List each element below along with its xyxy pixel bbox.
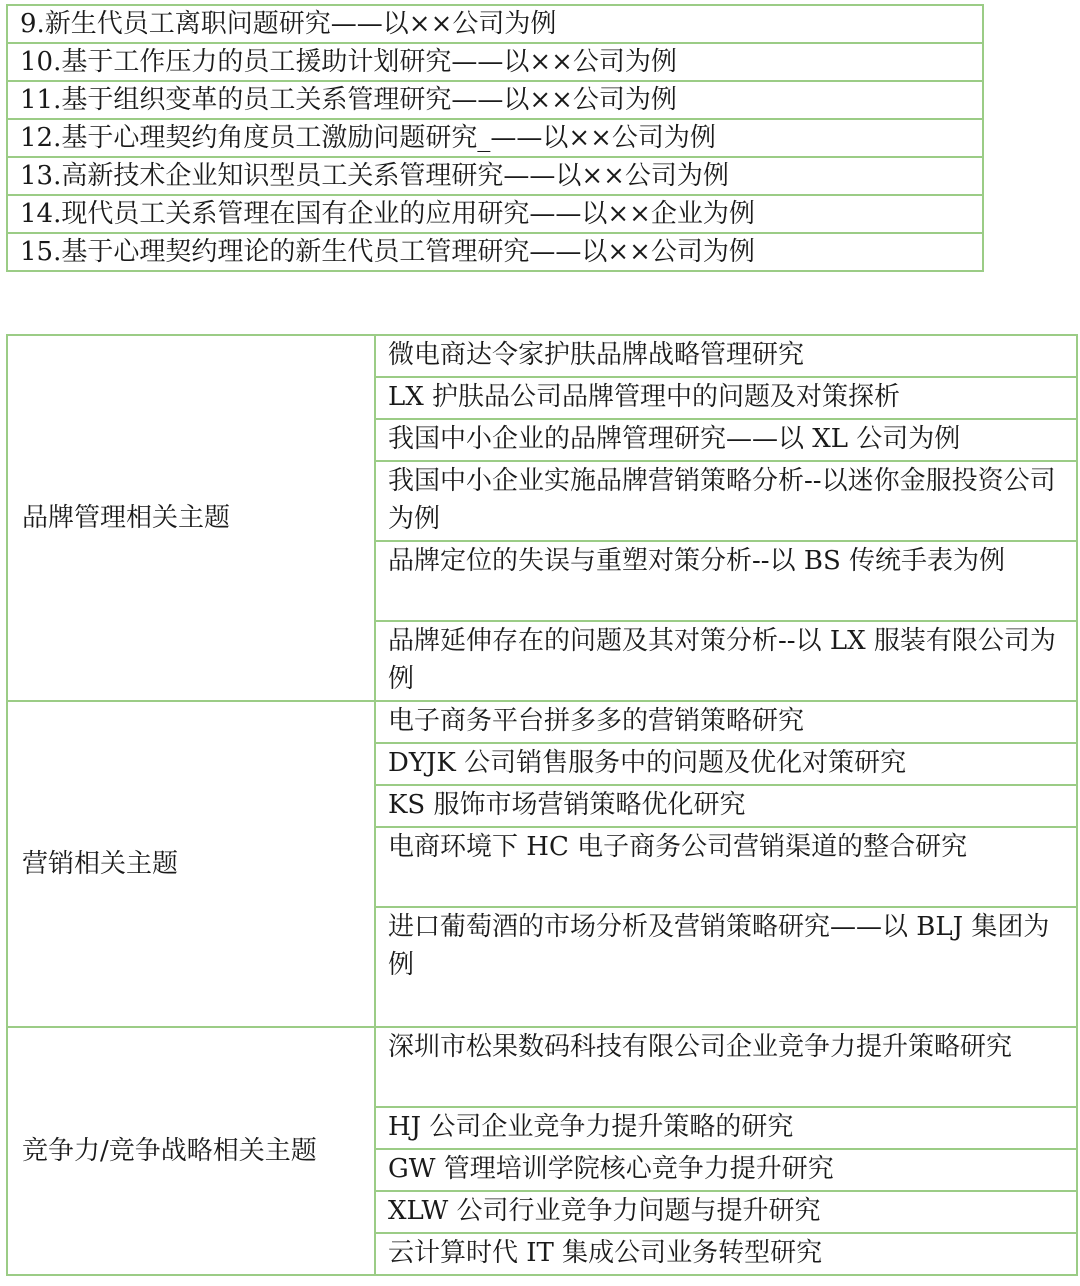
topic-cell: 品牌定位的失误与重塑对策分析--以 BS 传统手表为例 bbox=[375, 541, 1077, 621]
table-row bbox=[7, 195, 983, 233]
table-row bbox=[7, 233, 983, 271]
topic-cell: KS 服饰市场营销策略优化研究 bbox=[375, 785, 1077, 827]
list-item: 13.高新技术企业知识型员工关系管理研究——以××公司为例 bbox=[7, 157, 983, 195]
topic-cell: HJ 公司企业竞争力提升策略的研究 bbox=[375, 1107, 1077, 1149]
category-cell-brand: 品牌管理相关主题 bbox=[7, 335, 375, 701]
topic-cell: XLW 公司行业竞争力问题与提升研究 bbox=[375, 1191, 1077, 1233]
table-row bbox=[7, 335, 1077, 377]
table-row bbox=[7, 43, 983, 81]
topic-cell: 微电商达令家护肤品牌战略管理研究 bbox=[375, 335, 1077, 377]
table-row bbox=[7, 81, 983, 119]
table-row bbox=[7, 1027, 1077, 1107]
table-row bbox=[7, 701, 1077, 743]
topic-cell: 深圳市松果数码科技有限公司企业竞争力提升策略研究 bbox=[375, 1027, 1077, 1107]
list-item: 9.新生代员工离职问题研究——以××公司为例 bbox=[7, 5, 983, 43]
topic-cell: 品牌延伸存在的问题及其对策分析--以 LX 服装有限公司为例 bbox=[375, 621, 1077, 701]
topic-cell: 我国中小企业实施品牌营销策略分析--以迷你金服投资公司为例 bbox=[375, 461, 1077, 541]
list-item: 12.基于心理契约角度员工激励问题研究_——以××公司为例 bbox=[7, 119, 983, 157]
topic-cell: GW 管理培训学院核心竞争力提升研究 bbox=[375, 1149, 1077, 1191]
category-cell-competitiveness: 竞争力/竞争战略相关主题 bbox=[7, 1027, 375, 1275]
topic-cell: 进口葡萄酒的市场分析及营销策略研究——以 BLJ 集团为例 bbox=[375, 907, 1077, 1027]
list-item: 10.基于工作压力的员工援助计划研究——以××公司为例 bbox=[7, 43, 983, 81]
list-item: 11.基于组织变革的员工关系管理研究——以××公司为例 bbox=[7, 81, 983, 119]
list-item: 15.基于心理契约理论的新生代员工管理研究——以××公司为例 bbox=[7, 233, 983, 271]
thesis-list-table bbox=[6, 4, 984, 272]
topic-cell: LX 护肤品公司品牌管理中的问题及对策探析 bbox=[375, 377, 1077, 419]
topic-cell: 我国中小企业的品牌管理研究——以 XL 公司为例 bbox=[375, 419, 1077, 461]
topic-cell: 云计算时代 IT 集成公司业务转型研究 bbox=[375, 1233, 1077, 1275]
topic-cell: DYJK 公司销售服务中的问题及优化对策研究 bbox=[375, 743, 1077, 785]
table-row bbox=[7, 119, 983, 157]
topic-cell: 电子商务平台拼多多的营销策略研究 bbox=[375, 701, 1077, 743]
list-item: 14.现代员工关系管理在国有企业的应用研究——以××企业为例 bbox=[7, 195, 983, 233]
topic-category-table bbox=[6, 334, 1078, 1276]
table-row bbox=[7, 157, 983, 195]
topic-cell: 电商环境下 HC 电子商务公司营销渠道的整合研究 bbox=[375, 827, 1077, 907]
table-row bbox=[7, 5, 983, 43]
category-cell-marketing: 营销相关主题 bbox=[7, 701, 375, 1027]
